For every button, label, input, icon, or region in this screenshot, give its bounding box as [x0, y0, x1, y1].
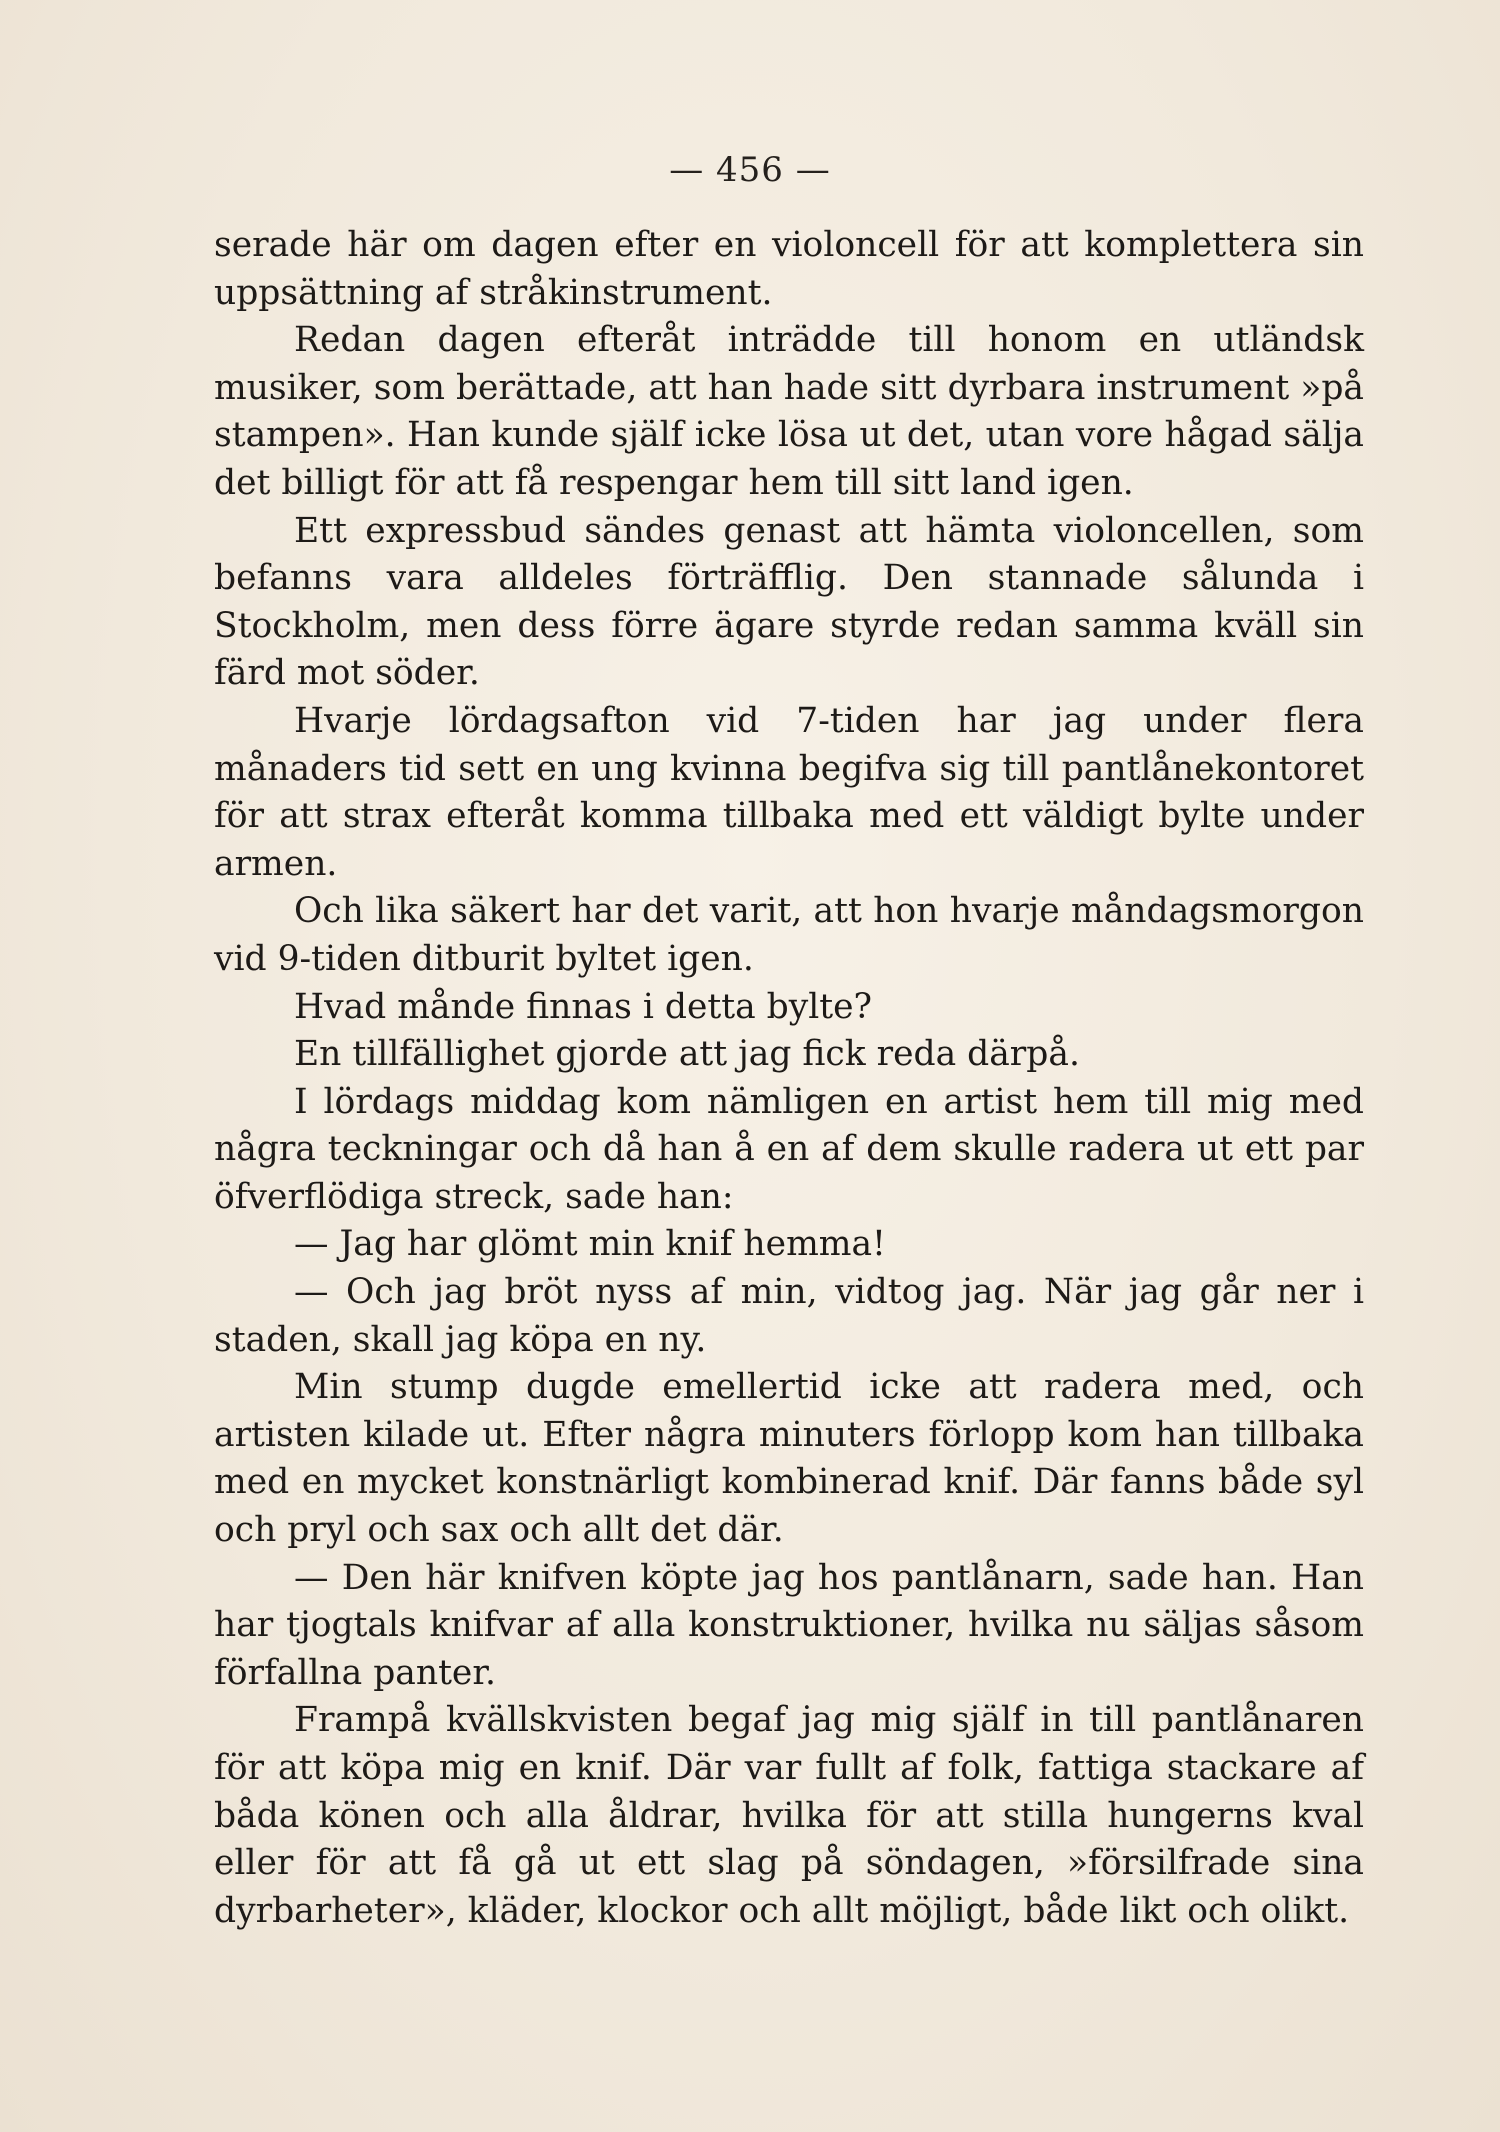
- paragraph: serade här om dagen efter en violoncell för att komplettera sin uppsättning af stråkinstrument.: [214, 225, 1364, 313]
- paragraph: Ett expressbud sändes genast att hämta violoncellen, som befanns vara alldeles förträfflig. Den stannade sålunda i Stockholm, men dess förre ägare styrde redan samma kväll sin färd mot söder.: [214, 510, 1364, 694]
- page-number: — 456 —: [669, 150, 831, 190]
- paragraph: Redan dagen efteråt inträdde till honom en utländsk musiker, som berättade, att han hade sitt dyrbara instrument »på stampen». Han kunde själf icke lösa ut det, utan vore hågad sälja det billigt för att få respengar hem till sitt land igen.: [214, 320, 1364, 503]
- body-text: [214, 222, 1364, 1935]
- paragraph: Och lika säkert har det varit, att hon hvarje måndagsmorgon vid 9-tiden ditburit byltet igen.: [214, 891, 1364, 979]
- paragraph: Hvarje lördagsafton vid 7-tiden har jag under flera månaders tid sett en ung kvinna begifva sig till pantlånekontoret för att strax efteråt komma tillbaka med ett väldigt bylte under armen.: [214, 700, 1364, 884]
- paragraph: En tillfällighet gjorde att jag fick reda därpå.: [294, 1034, 1080, 1075]
- paragraph: — Jag har glömt min knif hemma!: [294, 1224, 886, 1265]
- paragraph: Hvad månde finnas i detta bylte?: [294, 986, 873, 1027]
- paragraph: Min stump dugde emellertid icke att radera med, och artisten kilade ut. Efter några minuters förlopp kom han tillbaka med en mycket konstnärligt kombinerad knif. Där fanns både syl och pryl och sax och allt det där.: [214, 1367, 1364, 1551]
- paragraph: — Den här knifven köpte jag hos pantlånarn, sade han. Han har tjogtals knifvar af alla konstruktioner, hvilka nu säljas såsom förfallna panter.: [214, 1557, 1364, 1693]
- paragraph: I lördags middag kom nämligen en artist hem till mig med några teckningar och då han å en af dem skulle radera ut ett par öfverflödiga streck, sade han:: [214, 1081, 1364, 1217]
- paragraph: Frampå kvällskvisten begaf jag mig själf in till pantlånaren för att köpa mig en knif. Där var fullt af folk, fattiga stackare af båda könen och alla åldrar, hvilka för att stilla hungerns kval eller för att få gå ut ett slag på söndagen, »försilfrade sina dyrbarheter», kläder, klockor och allt möjligt, både likt och olikt.: [214, 1700, 1364, 1931]
- paragraph: — Och jag bröt nyss af min, vidtog jag. När jag går ner i staden, skall jag köpa en ny.: [214, 1272, 1364, 1360]
